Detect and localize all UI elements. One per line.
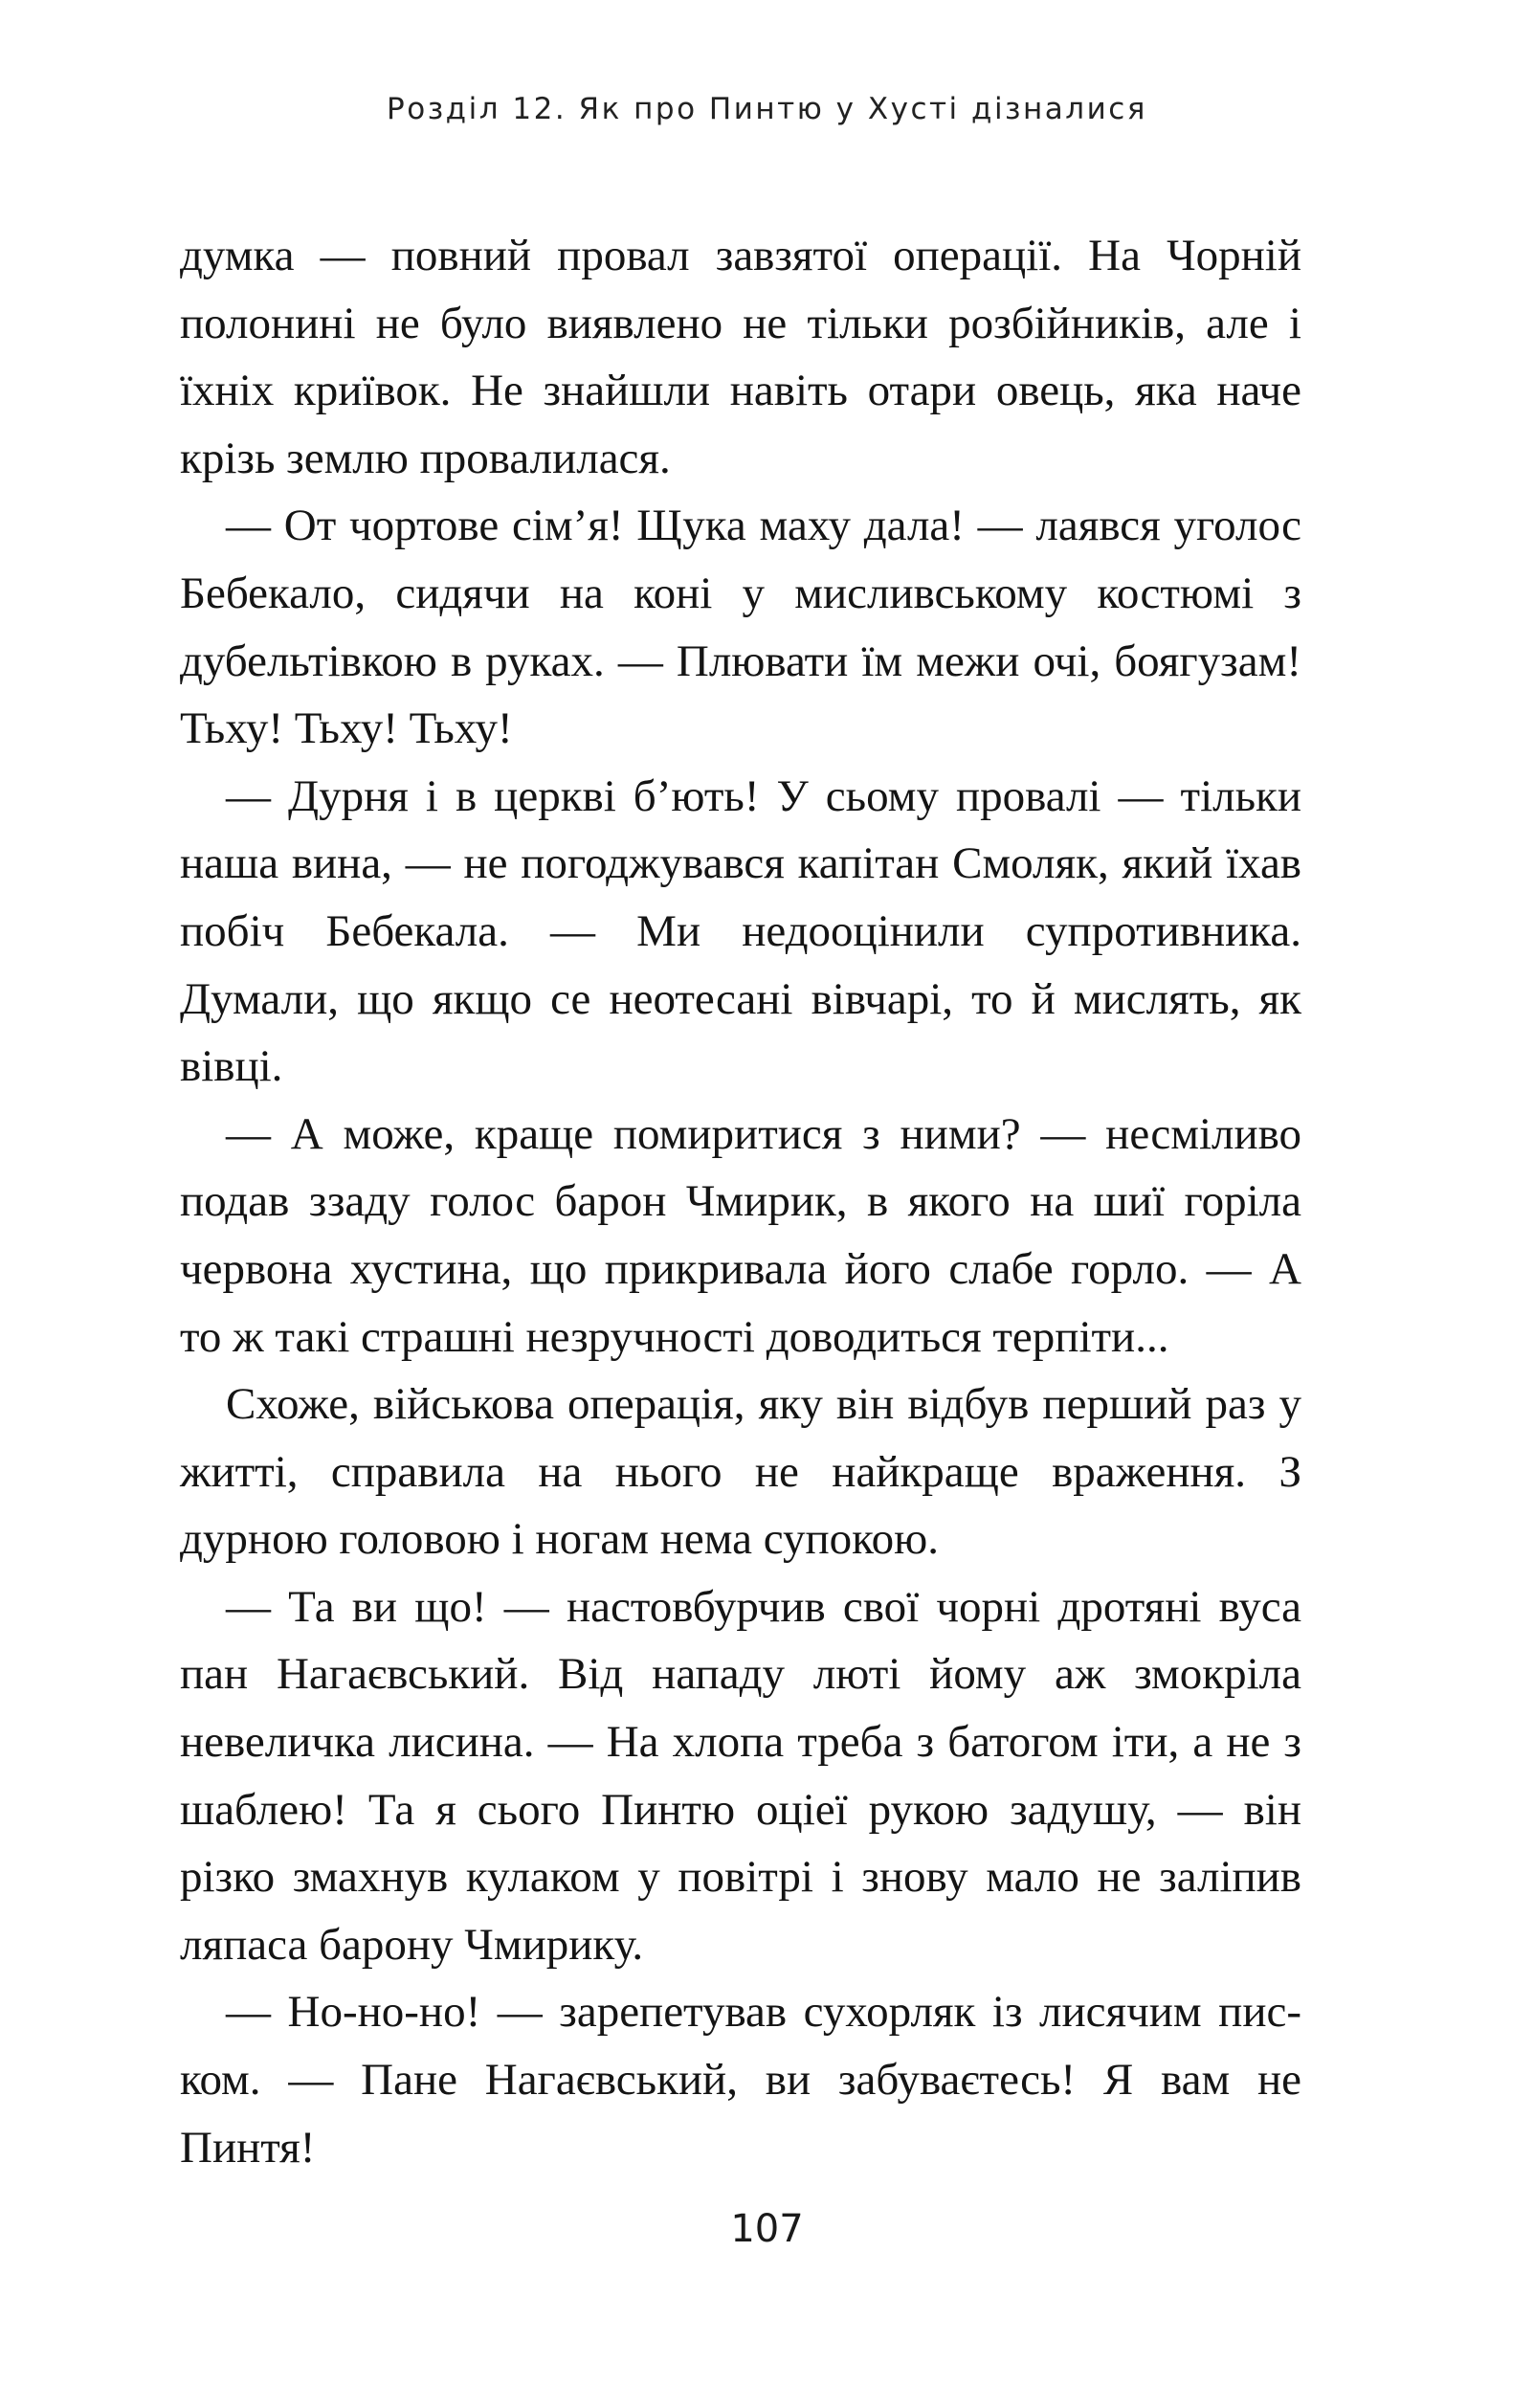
paragraph-2: — От чортове сім’я! Щука маху дала! — лаявся уголос Бебекало, сидячи на коні у мисливському костюмі з дубельтівкою в руках. — Плювати їм межи очі, боягузам! Тьху! Тьху! Тьху! — [180, 501, 1301, 754]
paragraph-1: думка — повний провал завзятої операції. На Чорній полонині не було виявлено не тільки розбійників, але і їхніх криївок. Не знайшли навіть отари овець, яка наче крізь землю провалилася. — [180, 231, 1301, 483]
paragraph-7: — Но-но-но! — зарепетував сухорляк із лисячим писком. — Пане Нагаєвський, ви забуваєтесь! Я вам не Пинтя! — [180, 1987, 1301, 2173]
running-header: Розділ 12. Як про Пинтю у Хусті дізналися — [387, 92, 1147, 126]
paragraph-5: Схоже, військова операція, яку він відбув перший раз у житті, справила на нього не найкраще враження. З дурною головою і ногам нема супокою. — [180, 1379, 1301, 1565]
body-text — [180, 222, 1301, 2181]
paragraph-3: — Дурня і в церкві б’ють! У сьому провалі — тільки наша вина, — не погоджувався капітан Смоляк, який їхав побіч Бебекала. — Ми недооцінили супротивника. Думали, що якщо се неотесані вівчарі, то й мислять, як вівці. — [180, 770, 1301, 1092]
paragraph-4: — А може, краще помиритися з ними? — несміливо подав ззаду голос барон Чмирик, в якого на шиї горіла червона хустина, що прикривала його слабе горло. — А то ж такі страшні незручності доводиться терпіти... — [180, 1108, 1301, 1362]
paragraph-6: — Та ви що! — настовбурчив свої чорні дротяні вуса пан Нагаєвський. Від нападу люті йому аж змокріла невеличка лисина. — На хлопа треба з батогом іти, а не з шаблею! Та я сього Пинтю оціеї рукою задушу, — він різко змахнув кулаком у повітрі і знову мало не заліпив ляпаса барону Чмирику. — [180, 1581, 1301, 1970]
page-number: 107 — [730, 2207, 804, 2251]
